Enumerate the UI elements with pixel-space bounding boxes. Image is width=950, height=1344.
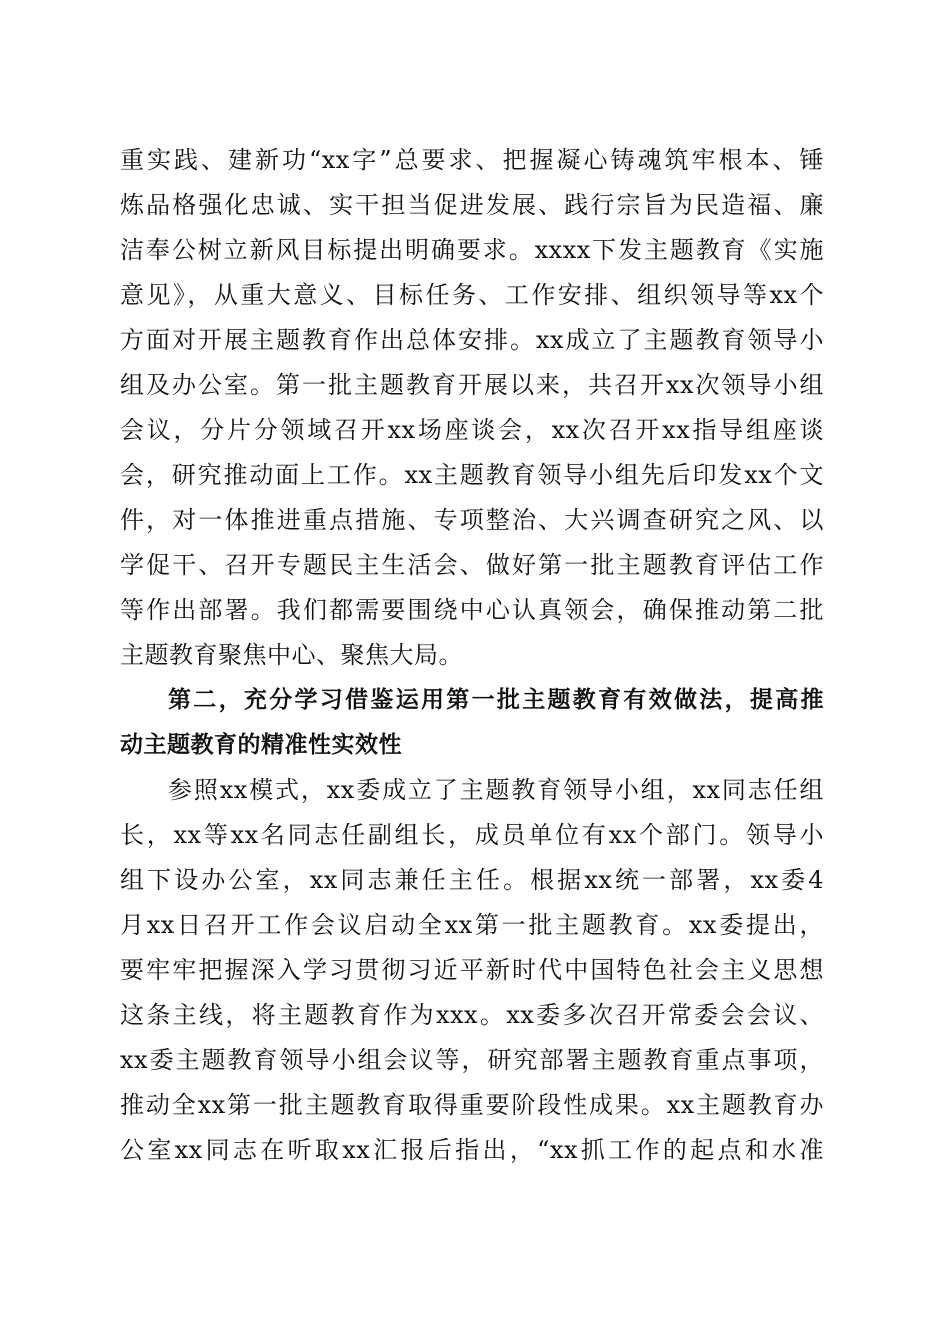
paragraph-2 bbox=[120, 768, 824, 1173]
text-line: 月xx日召开工作会议启动全xx第一批主题教育。xx委提出， bbox=[120, 911, 824, 939]
text-line: 意见》，从重大意义、目标任务、工作安排、组织领导等xx个 bbox=[120, 281, 824, 309]
paragraph-1 bbox=[120, 138, 824, 678]
text-line: 学促干、召开专题民主生活会、做好第一批主题教育评估工作 bbox=[120, 551, 824, 579]
text-line: 件，对一体推进重点措施、专项整治、大兴调查研究之风、以 bbox=[120, 506, 824, 534]
heading-line: 动主题教育的精准性实效性 bbox=[120, 732, 402, 758]
document-body bbox=[120, 138, 824, 1173]
text-line: 主题教育聚焦中心、聚焦大局。 bbox=[120, 641, 463, 669]
text-line: 组及办公室。第一批主题教育开展以来，共召开xx次领导小组 bbox=[120, 371, 824, 399]
text-line: 会议，分片分领域召开xx场座谈会，xx次召开xx指导组座谈 bbox=[120, 416, 824, 444]
text-line: 会，研究推动面上工作。xx主题教育领导小组先后印发xx个文 bbox=[120, 461, 824, 489]
text-line: 重实践、建新功“xx字”总要求、把握凝心铸魂筑牢根本、锤 bbox=[120, 146, 824, 174]
text-line: 这条主线，将主题教育作为xxx。xx委多次召开常委会会议、 bbox=[120, 1001, 824, 1029]
text-line: 公室xx同志在听取xx汇报后指出，“xx抓工作的起点和水准 bbox=[120, 1136, 824, 1164]
heading-line: 第二，充分学习借鉴运用第一批主题教育有效做法，提高推 bbox=[168, 687, 824, 713]
text-line: xx委主题教育领导小组会议等，研究部署主题教育重点事项， bbox=[120, 1046, 824, 1074]
text-line: 洁奉公树立新风目标提出明确要求。xxxx下发主题教育《实施 bbox=[120, 236, 824, 264]
section-heading bbox=[120, 678, 824, 768]
text-line: 等作出部署。我们都需要围绕中心认真领会，确保推动第二批 bbox=[120, 596, 824, 624]
text-line: 组下设办公室，xx同志兼任主任。根据xx统一部署，xx委4 bbox=[120, 866, 824, 894]
text-line: 长，xx等xx名同志任副组长，成员单位有xx个部门。领导小 bbox=[120, 821, 824, 849]
text-line: 方面对开展主题教育作出总体安排。xx成立了主题教育领导小 bbox=[120, 326, 824, 354]
text-line: 推动全xx第一批主题教育取得重要阶段性成果。xx主题教育办 bbox=[120, 1091, 824, 1119]
text-line: 要牢牢把握深入学习贯彻习近平新时代中国特色社会主义思想 bbox=[120, 956, 824, 984]
text-line: 参照xx模式，xx委成立了主题教育领导小组，xx同志任组 bbox=[168, 776, 824, 804]
text-line: 炼品格强化忠诚、实干担当促进发展、践行宗旨为民造福、廉 bbox=[120, 191, 824, 219]
